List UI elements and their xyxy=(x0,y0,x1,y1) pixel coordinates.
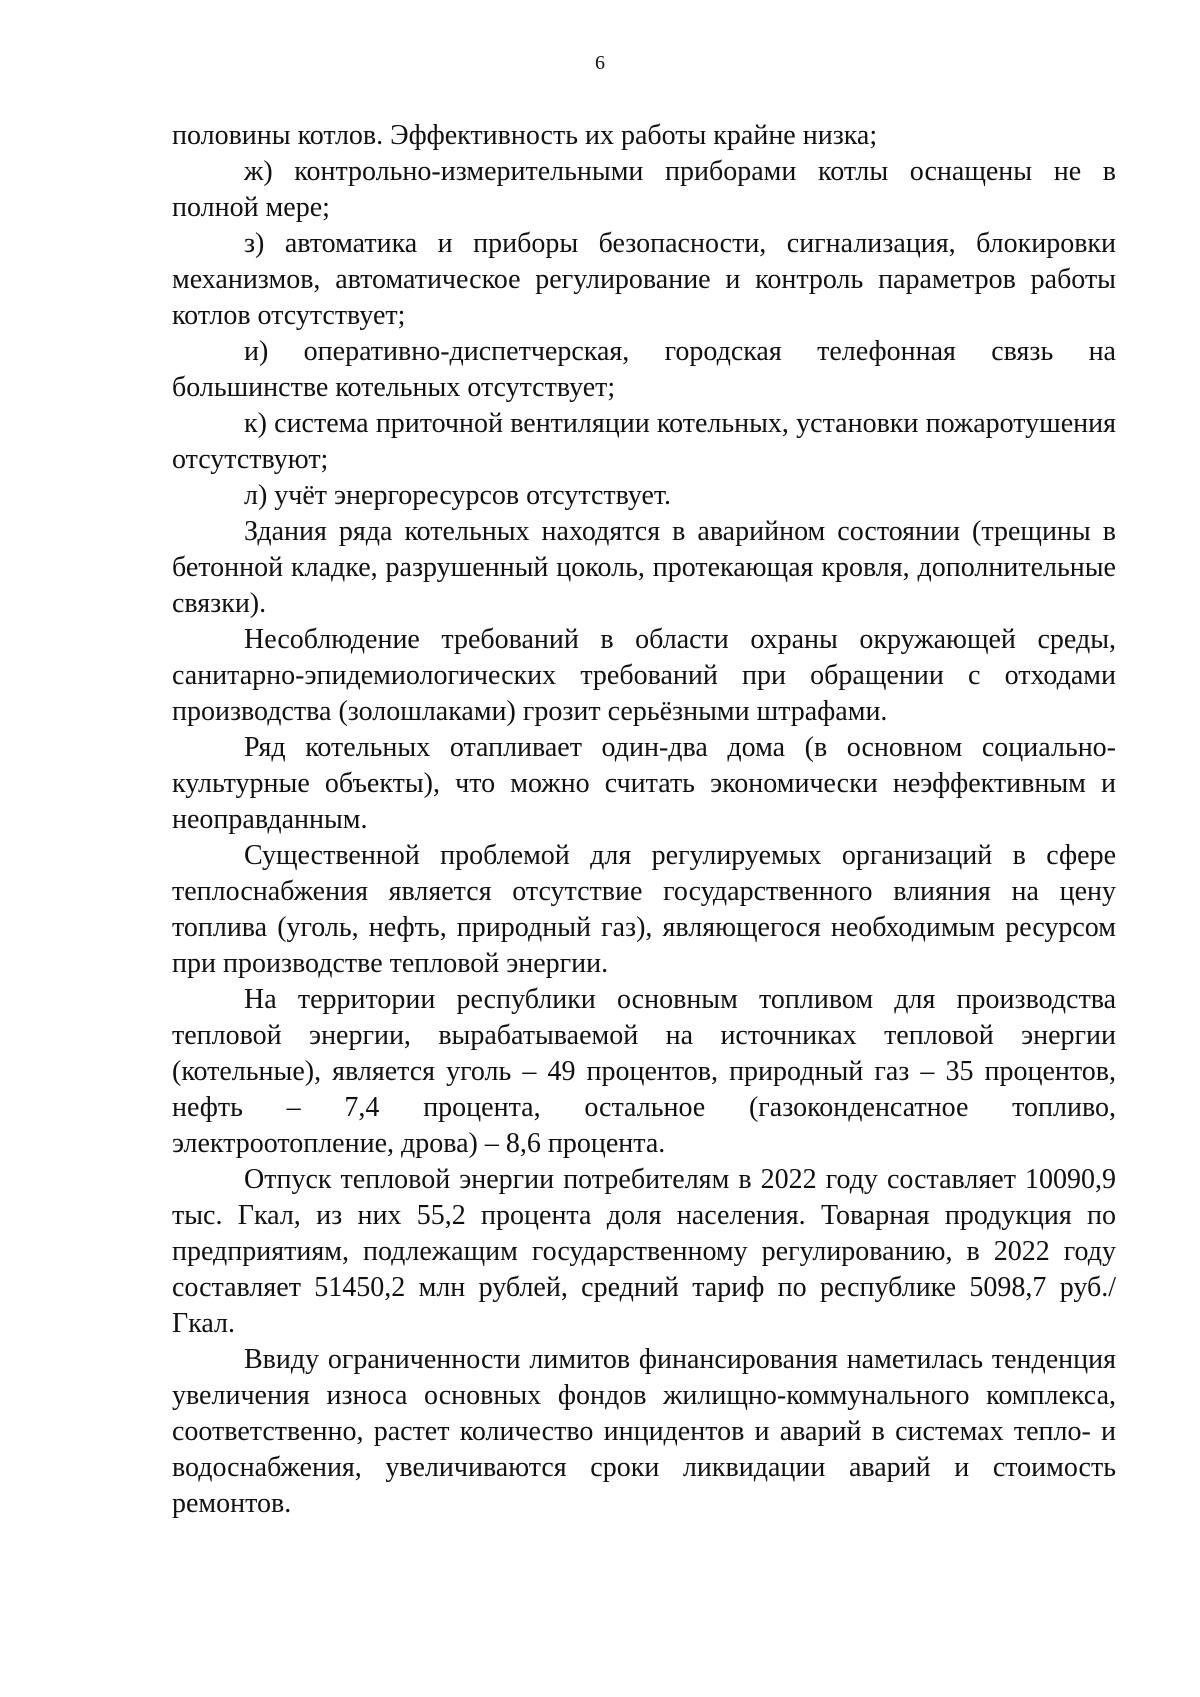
list-item-k: к) система приточной вентиляции котельных, установки пожаротушения отсутствуют; xyxy=(172,408,1116,475)
paragraph-funding: Ввиду ограниченности лимитов финансирования наметилась тенденция увеличения износа основных фондов жилищно-коммунального комплекса, соответственно, растет количество инцидентов и аварий в системах тепло- и водоснабжения, увеличиваются сроки ликвидации аварий и стоимость ремонтов. xyxy=(172,1344,1116,1519)
list-item-i: и) оперативно-диспетчерская, городская телефонная связь на большинстве котельных отсутствует; xyxy=(172,336,1116,403)
paragraph-continuation: половины котлов. Эффективность их работы крайне низка; xyxy=(172,120,878,151)
paragraph-environment: Несоблюдение требований в области охраны окружающей среды, санитарно-эпидемиологических требований при обращении с отходами производства (золошлаками) грозит серьёзными штрафами. xyxy=(172,624,1116,727)
paragraph-fuel-problem: Существенной проблемой для регулируемых организаций в сфере теплоснабжения является отсутствие государственного влияния на цену топлива (уголь, нефть, природный газ), являющегося необходимым ресурсом при производстве тепловой энергии. xyxy=(172,840,1116,979)
page-number: 6 xyxy=(595,52,605,74)
paragraph-buildings: Здания ряда котельных находятся в аварийном состоянии (трещины в бетонной кладке, разрушенный цоколь, протекающая кровля, дополнительные связки). xyxy=(172,516,1116,619)
document-body xyxy=(172,118,1116,1522)
list-item-l: л) учёт энергоресурсов отсутствует. xyxy=(244,480,672,511)
list-item-z: з) автоматика и приборы безопасности, сигнализация, блокировки механизмов, автоматическое регулирование и контроль параметров работы котлов отсутствует; xyxy=(172,228,1116,331)
paragraph-boilers: Ряд котельных отапливает один-два дома (в основном социально-культурные объекты), что можно считать экономически неэффективным и неоправданным. xyxy=(172,732,1116,835)
paragraph-heat-supply: Отпуск тепловой энергии потребителям в 2022 году составляет 10090,9 тыс. Гкал, из них 55,2 процента доля населения. Товарная продукция по предприятиям, подлежащим государственному регулированию, в 2022 году составляет 51450,2 млн рублей, средний тариф по республике 5098,7 руб./Гкал. xyxy=(172,1164,1116,1339)
list-item-zh: ж) контрольно-измерительными приборами котлы оснащены не в полной мере; xyxy=(172,156,1116,223)
paragraph-fuel-structure: На территории республики основным топливом для производства тепловой энергии, вырабатываемой на источниках тепловой энергии (котельные), является уголь – 49 процентов, природный газ – 35 процентов, нефть – 7,4 процента, остальное (газоконденсатное топливо, электроотопление, дрова) – 8,6 процента. xyxy=(172,984,1116,1159)
